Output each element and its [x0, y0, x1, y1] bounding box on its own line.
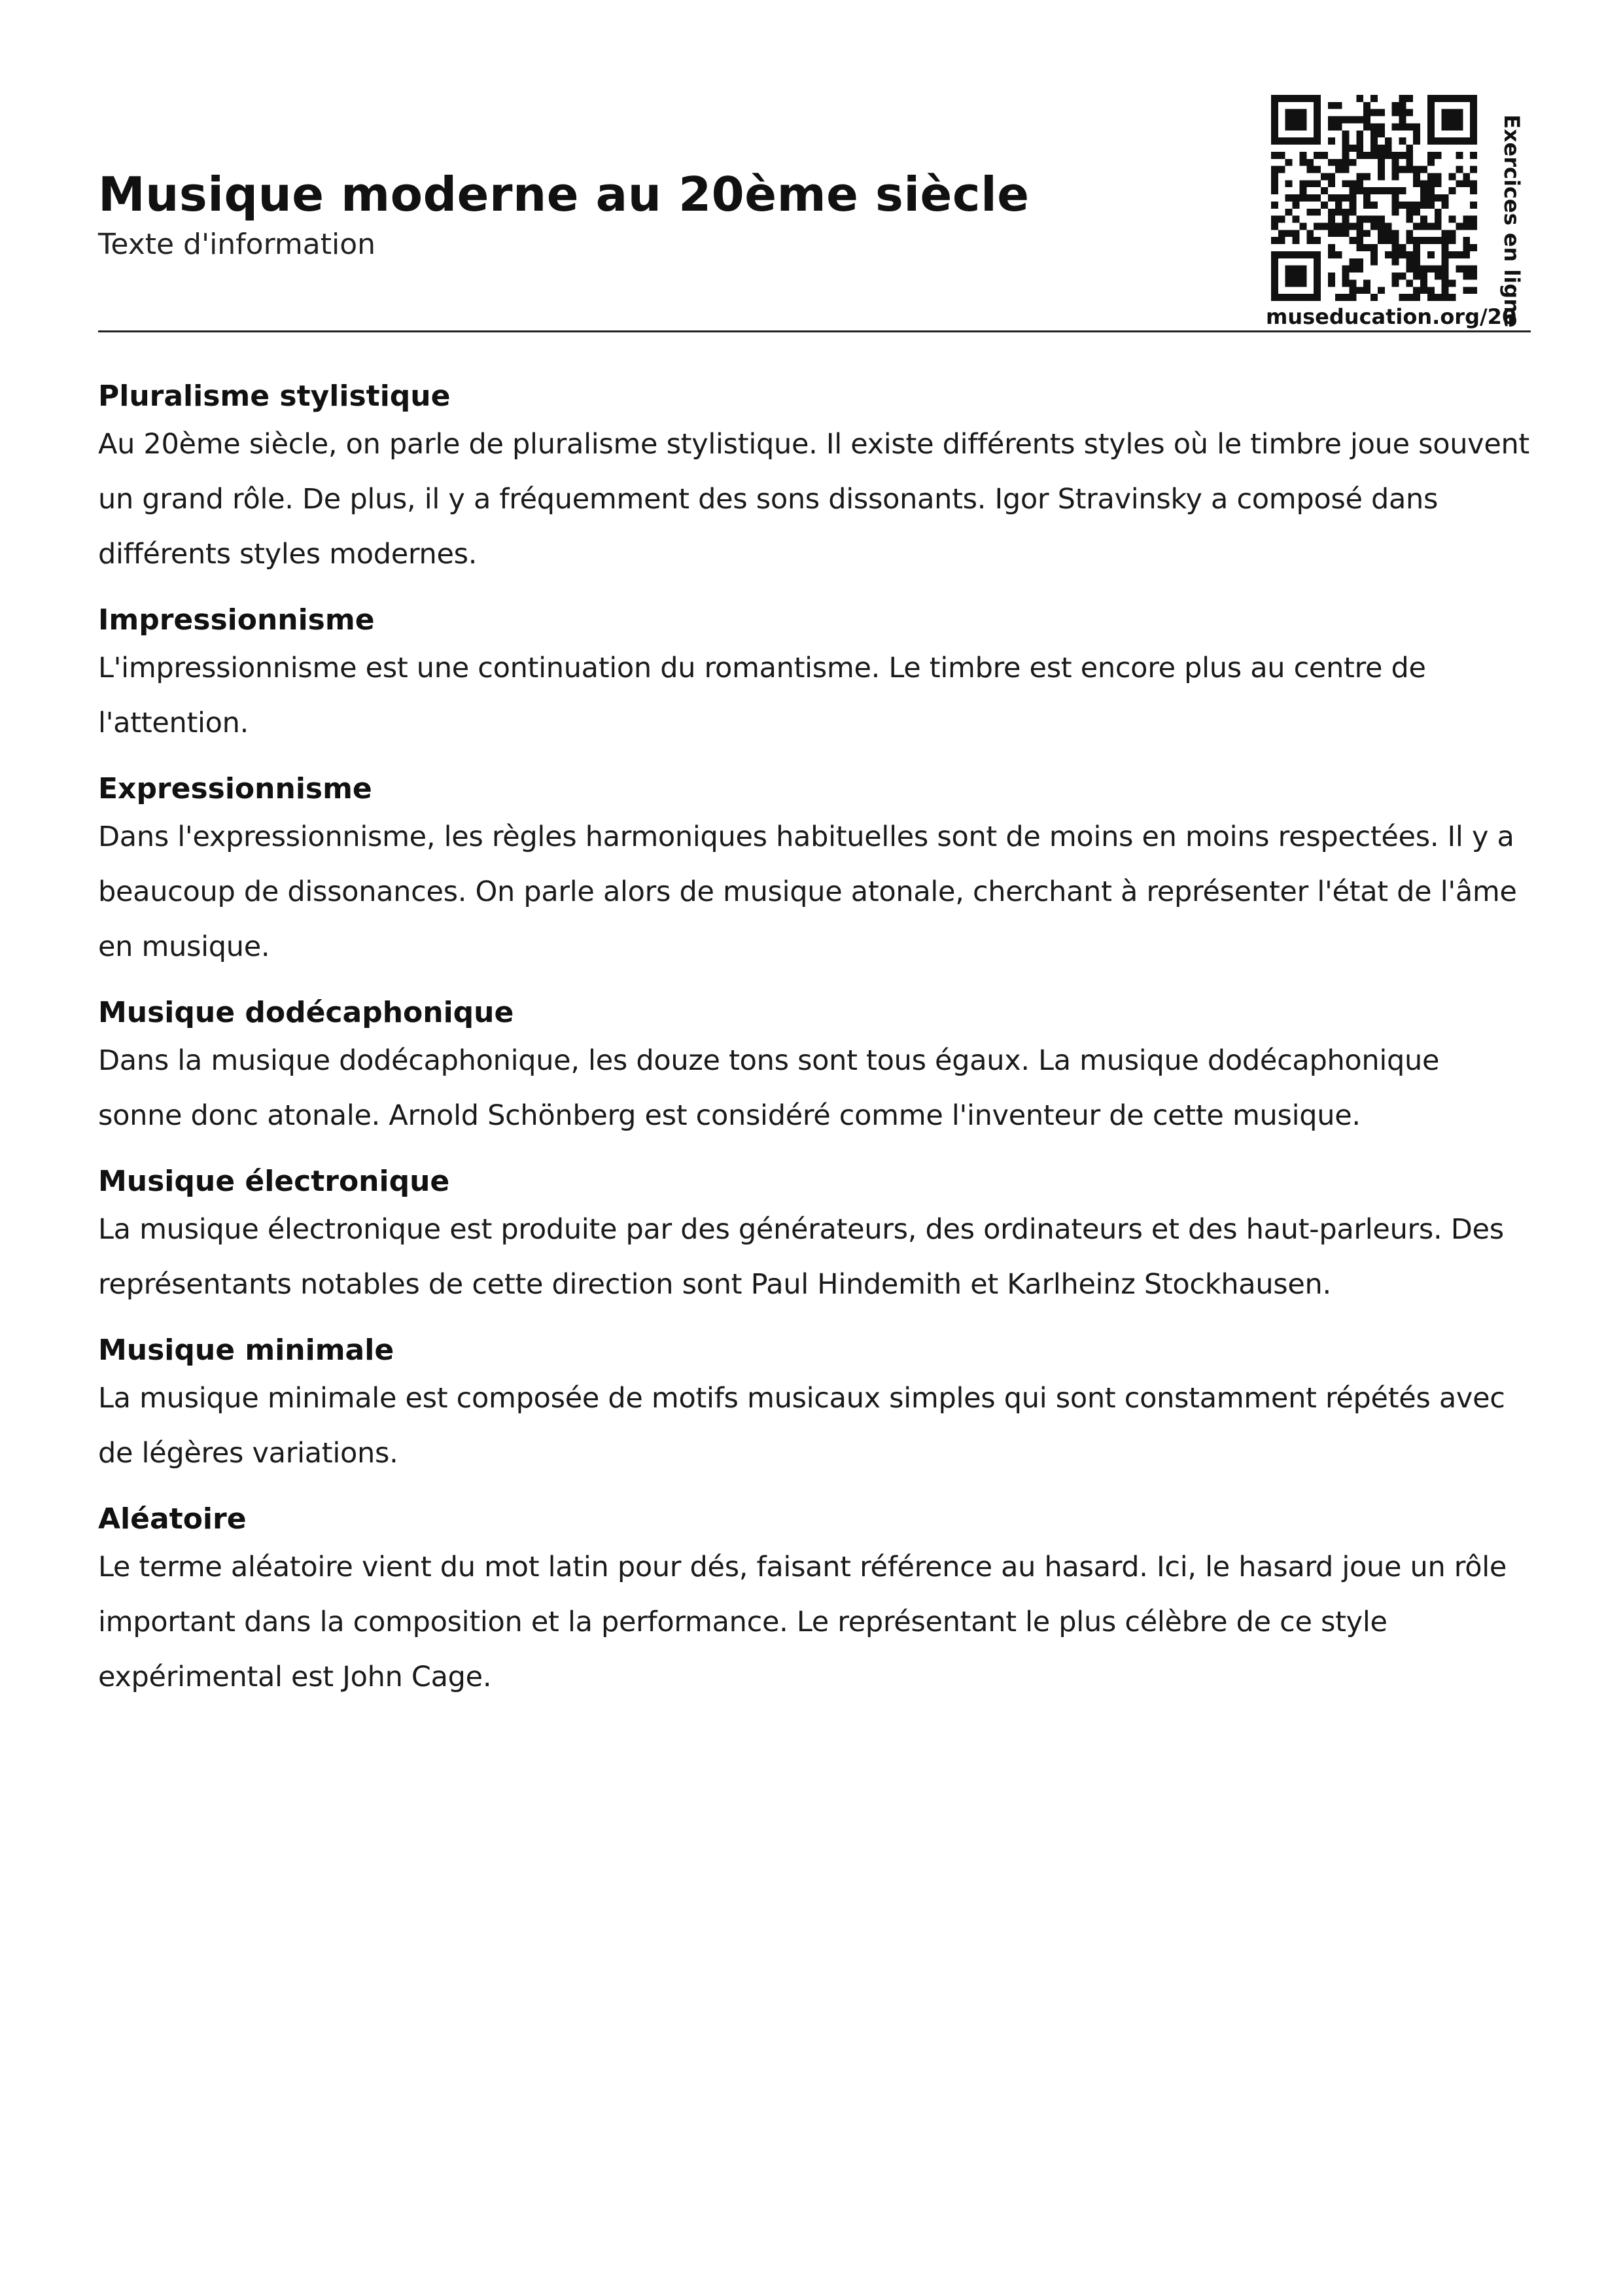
section-dodecaphonique	[98, 993, 1531, 1143]
section-text: Dans l'expressionnisme, les règles harmoniques habituelles sont de moins en moins respectées. Il y a beaucoup de dissonances. On parle alors de musique atonale, cherchant à représenter l'état de l'âme en musique.	[98, 821, 1517, 963]
section-text: La musique électronique est produite par des générateurs, des ordinateurs et des haut-parleurs. Des représentants notables de cette direction sont Paul Hindemith et Karlheinz Stockhausen.	[98, 1213, 1504, 1301]
section-text: L'impressionnisme est une continuation du romantisme. Le timbre est encore plus au centre de l'attention.	[98, 652, 1426, 739]
section-impressionnisme	[98, 600, 1531, 751]
section-text: Dans la musique dodécaphonique, les douze tons sont tous égaux. La musique dodécaphonique sonne donc atonale. Arnold Schönberg est considéré comme l'inventeur de cette musique.	[98, 1044, 1440, 1132]
qr-url-label[interactable]: museducation.org/20	[1266, 304, 1517, 329]
section-expressionnisme	[98, 769, 1531, 974]
section-title: Pluralisme stylistique	[98, 380, 451, 413]
page-title: Musique moderne au 20ème siècle	[98, 167, 1030, 222]
section-pluralisme	[98, 376, 1531, 582]
header-divider	[98, 330, 1531, 332]
section-text: La musique minimale est composée de motifs musicaux simples qui sont constamment répétés avec de légères variations.	[98, 1382, 1505, 1470]
section-title: Impressionnisme	[98, 603, 375, 637]
content-body	[98, 376, 1531, 1723]
section-title: Musique minimale	[98, 1333, 394, 1367]
section-text: Le terme aléatoire vient du mot latin pour dés, faisant référence au hasard. Ici, le hasard joue un rôle important dans la composition et la performance. Le représentant le plus célèbre de ce style expérimental est John Cage.	[98, 1551, 1507, 1693]
section-aleatoire	[98, 1499, 1531, 1704]
qr-code-icon[interactable]	[1271, 95, 1477, 301]
section-text: Au 20ème siècle, on parle de pluralisme stylistique. Il existe différents styles où le timbre joue souvent un grand rôle. De plus, il y a fréquemment des sons dissonants. Igor Stravinsky a composé dans différents styles modernes.	[98, 428, 1529, 571]
page-subtitle: Texte d'information	[98, 228, 376, 261]
qr-side-label: Exercices en ligne	[1499, 115, 1524, 328]
qr-code-block[interactable]	[1266, 95, 1527, 330]
section-title: Musique dodécaphonique	[98, 996, 514, 1029]
section-title: Aléatoire	[98, 1502, 247, 1536]
section-minimale	[98, 1330, 1531, 1481]
section-title: Expressionnisme	[98, 772, 372, 805]
section-title: Musique électronique	[98, 1165, 450, 1198]
section-electronique	[98, 1161, 1531, 1312]
